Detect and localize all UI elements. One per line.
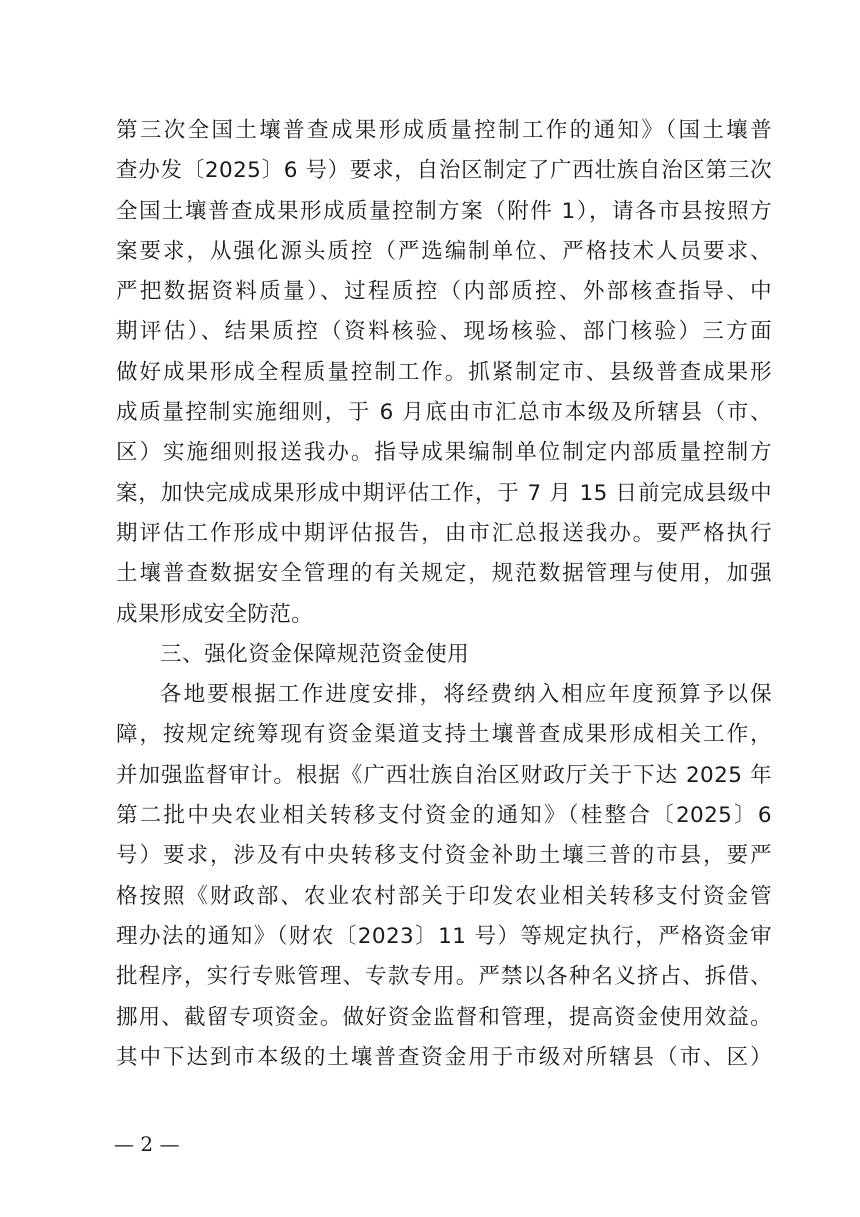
text-line: 格按照《财政部、农业农村部关于印发农业相关转移支付资金管 — [116, 883, 772, 909]
text-line: 查办发〔2025〕6 号）要求，自治区制定了广西壮族自治区第三次 — [116, 158, 772, 184]
document-body — [116, 111, 772, 1078]
text-line: 做好成果形成全程质量控制工作。抓紧制定市、县级普查成果形 — [116, 359, 772, 385]
paragraph-quality-control — [116, 111, 772, 635]
text-line: 全国土壤普查成果形成质量控制方案（附件 1），请各市县按照方 — [116, 198, 772, 224]
text-line: 严把数据资料质量）、过程质控（内部质控、外部核查指导、中 — [116, 279, 772, 305]
text-line: 期评估）、结果质控（资料核验、现场核验、部门核验）三方面 — [116, 319, 772, 345]
text-line: 并加强监督审计。根据《广西壮族自治区财政厅关于下达 2025 年 — [116, 762, 772, 788]
text-line: 挪用、截留专项资金。做好资金监督和管理，提高资金使用效益。 — [116, 1004, 772, 1030]
text-line: 批程序，实行专账管理、专款专用。严禁以各种名义挤占、拆借、 — [116, 964, 772, 990]
text-line: 期评估工作形成中期评估报告，由市汇总报送我办。要严格执行 — [116, 520, 772, 546]
paragraph-funding — [116, 675, 772, 1078]
text-line: 区）实施细则报送我办。指导成果编制单位制定内部质量控制方 — [116, 440, 772, 466]
section-heading: 三、强化资金保障规范资金使用 — [160, 641, 470, 667]
text-line: 第二批中央农业相关转移支付资金的通知》（桂整合〔2025〕6 — [116, 803, 772, 829]
text-line: 其中下达到市本级的土壤普查资金用于市级对所辖县（市、区） — [116, 1044, 772, 1070]
text-line: 障，按规定统筹现有资金渠道支持土壤普查成果形成相关工作， — [116, 722, 772, 748]
text-line: 案，加快完成成果形成中期评估工作，于 7 月 15 日前完成县级中 — [116, 480, 772, 506]
text-line: 成果形成安全防范。 — [116, 601, 314, 627]
text-line: 成质量控制实施细则，于 6 月底由市汇总市本级及所辖县（市、 — [116, 400, 772, 426]
text-line: 案要求，从强化源头质控（严选编制单位、严格技术人员要求、 — [116, 238, 772, 264]
text-line: 土壤普查数据安全管理的有关规定，规范数据管理与使用，加强 — [116, 561, 772, 587]
text-line: 第三次全国土壤普查成果形成质量控制工作的通知》（国土壤普 — [116, 118, 772, 143]
page-number: — 2 — — [114, 1132, 180, 1156]
text-line: 号）要求，涉及有中央转移支付资金补助土壤三普的市县，要严 — [116, 843, 772, 869]
text-line: 理办法的通知》（财农〔2023〕11 号）等规定执行，严格资金审 — [116, 923, 772, 949]
text-line: 各地要根据工作进度安排，将经费纳入相应年度预算予以保 — [160, 682, 772, 708]
